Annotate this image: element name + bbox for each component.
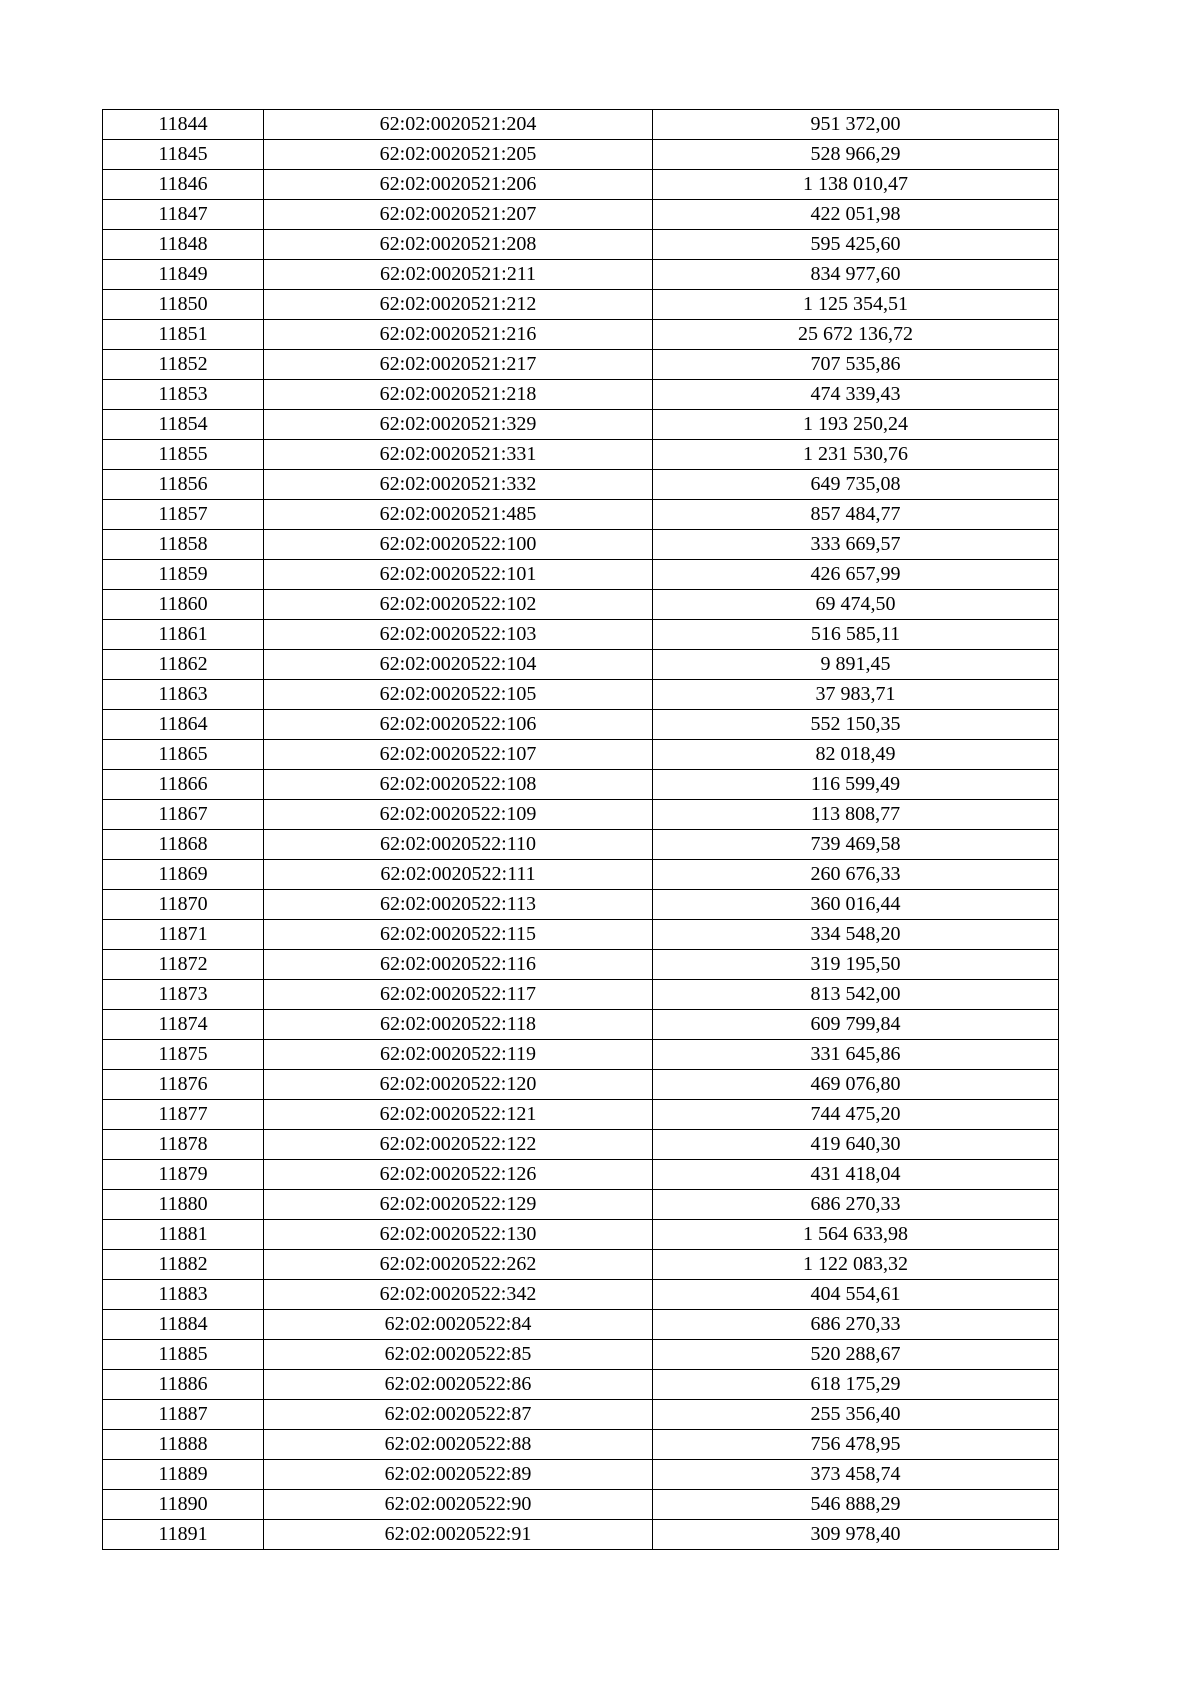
- cadastral-number-cell: 62:02:0020522:111: [264, 860, 653, 890]
- value-cell: 595 425,60: [653, 230, 1059, 260]
- cadastral-number-cell: 62:02:0020522:85: [264, 1340, 653, 1370]
- cadastral-number-cell: 62:02:0020522:117: [264, 980, 653, 1010]
- value-cell: 739 469,58: [653, 830, 1059, 860]
- row-number-cell: 11848: [103, 230, 264, 260]
- table-row: [103, 230, 1059, 260]
- table-row: [103, 860, 1059, 890]
- value-cell: 649 735,08: [653, 470, 1059, 500]
- table-row: [103, 1280, 1059, 1310]
- value-cell: 309 978,40: [653, 1520, 1059, 1550]
- cadastral-number-cell: 62:02:0020522:129: [264, 1190, 653, 1220]
- row-number-cell: 11869: [103, 860, 264, 890]
- cadastral-number-cell: 62:02:0020522:262: [264, 1250, 653, 1280]
- table-row: [103, 800, 1059, 830]
- value-cell: 857 484,77: [653, 500, 1059, 530]
- table-row: [103, 1100, 1059, 1130]
- value-cell: 419 640,30: [653, 1130, 1059, 1160]
- table-row: [103, 110, 1059, 140]
- table-row: [103, 560, 1059, 590]
- cadastral-number-cell: 62:02:0020521:216: [264, 320, 653, 350]
- table-row: [103, 320, 1059, 350]
- cadastral-number-cell: 62:02:0020522:87: [264, 1400, 653, 1430]
- table-row: [103, 1070, 1059, 1100]
- cadastral-number-cell: 62:02:0020522:107: [264, 740, 653, 770]
- cadastral-number-cell: 62:02:0020521:208: [264, 230, 653, 260]
- value-cell: 1 125 354,51: [653, 290, 1059, 320]
- value-cell: 686 270,33: [653, 1190, 1059, 1220]
- row-number-cell: 11853: [103, 380, 264, 410]
- value-cell: 422 051,98: [653, 200, 1059, 230]
- row-number-cell: 11889: [103, 1460, 264, 1490]
- table-row: [103, 140, 1059, 170]
- value-cell: 431 418,04: [653, 1160, 1059, 1190]
- row-number-cell: 11845: [103, 140, 264, 170]
- row-number-cell: 11865: [103, 740, 264, 770]
- cadastral-number-cell: 62:02:0020522:90: [264, 1490, 653, 1520]
- table-row: [103, 500, 1059, 530]
- cadastral-number-cell: 62:02:0020522:106: [264, 710, 653, 740]
- cadastral-number-cell: 62:02:0020522:115: [264, 920, 653, 950]
- value-cell: 469 076,80: [653, 1070, 1059, 1100]
- value-cell: 609 799,84: [653, 1010, 1059, 1040]
- table-row: [103, 920, 1059, 950]
- data-table: [102, 109, 1059, 1550]
- table-row: [103, 1460, 1059, 1490]
- row-number-cell: 11881: [103, 1220, 264, 1250]
- cadastral-number-cell: 62:02:0020521:207: [264, 200, 653, 230]
- value-cell: 260 676,33: [653, 860, 1059, 890]
- row-number-cell: 11844: [103, 110, 264, 140]
- value-cell: 1 231 530,76: [653, 440, 1059, 470]
- cadastral-number-cell: 62:02:0020521:331: [264, 440, 653, 470]
- cadastral-number-cell: 62:02:0020522:119: [264, 1040, 653, 1070]
- row-number-cell: 11874: [103, 1010, 264, 1040]
- cadastral-number-cell: 62:02:0020522:103: [264, 620, 653, 650]
- table-row: [103, 1160, 1059, 1190]
- table-row: [103, 380, 1059, 410]
- row-number-cell: 11867: [103, 800, 264, 830]
- cadastral-number-cell: 62:02:0020521:218: [264, 380, 653, 410]
- row-number-cell: 11861: [103, 620, 264, 650]
- table-row: [103, 680, 1059, 710]
- row-number-cell: 11891: [103, 1520, 264, 1550]
- cadastral-number-cell: 62:02:0020522:109: [264, 800, 653, 830]
- table-row: [103, 1520, 1059, 1550]
- table-row: [103, 890, 1059, 920]
- cadastral-number-cell: 62:02:0020522:88: [264, 1430, 653, 1460]
- row-number-cell: 11878: [103, 1130, 264, 1160]
- value-cell: 756 478,95: [653, 1430, 1059, 1460]
- table-row: [103, 770, 1059, 800]
- value-cell: 1 193 250,24: [653, 410, 1059, 440]
- row-number-cell: 11886: [103, 1370, 264, 1400]
- table-row: [103, 410, 1059, 440]
- table-row: [103, 1190, 1059, 1220]
- table-row: [103, 1040, 1059, 1070]
- cadastral-number-cell: 62:02:0020521:205: [264, 140, 653, 170]
- table-row: [103, 1370, 1059, 1400]
- row-number-cell: 11888: [103, 1430, 264, 1460]
- row-number-cell: 11872: [103, 950, 264, 980]
- table-row: [103, 200, 1059, 230]
- table-row: [103, 1220, 1059, 1250]
- cadastral-number-cell: 62:02:0020522:101: [264, 560, 653, 590]
- table-row: [103, 710, 1059, 740]
- table-row: [103, 740, 1059, 770]
- table-row: [103, 530, 1059, 560]
- table-row: [103, 1010, 1059, 1040]
- cadastral-number-cell: 62:02:0020522:86: [264, 1370, 653, 1400]
- cadastral-number-cell: 62:02:0020521:206: [264, 170, 653, 200]
- row-number-cell: 11864: [103, 710, 264, 740]
- table-row: [103, 1310, 1059, 1340]
- cadastral-number-cell: 62:02:0020522:118: [264, 1010, 653, 1040]
- cadastral-number-cell: 62:02:0020522:110: [264, 830, 653, 860]
- row-number-cell: 11850: [103, 290, 264, 320]
- row-number-cell: 11879: [103, 1160, 264, 1190]
- table-row: [103, 590, 1059, 620]
- value-cell: 373 458,74: [653, 1460, 1059, 1490]
- cadastral-number-cell: 62:02:0020522:342: [264, 1280, 653, 1310]
- value-cell: 82 018,49: [653, 740, 1059, 770]
- table-row: [103, 1340, 1059, 1370]
- table-row: [103, 260, 1059, 290]
- row-number-cell: 11863: [103, 680, 264, 710]
- row-number-cell: 11875: [103, 1040, 264, 1070]
- row-number-cell: 11887: [103, 1400, 264, 1430]
- table-row: [103, 980, 1059, 1010]
- row-number-cell: 11855: [103, 440, 264, 470]
- value-cell: 69 474,50: [653, 590, 1059, 620]
- cadastral-number-cell: 62:02:0020522:116: [264, 950, 653, 980]
- table-row: [103, 170, 1059, 200]
- table-row: [103, 470, 1059, 500]
- table-row: [103, 1130, 1059, 1160]
- row-number-cell: 11882: [103, 1250, 264, 1280]
- row-number-cell: 11849: [103, 260, 264, 290]
- value-cell: 404 554,61: [653, 1280, 1059, 1310]
- row-number-cell: 11858: [103, 530, 264, 560]
- row-number-cell: 11854: [103, 410, 264, 440]
- value-cell: 951 372,00: [653, 110, 1059, 140]
- value-cell: 9 891,45: [653, 650, 1059, 680]
- row-number-cell: 11862: [103, 650, 264, 680]
- cadastral-number-cell: 62:02:0020522:126: [264, 1160, 653, 1190]
- cadastral-number-cell: 62:02:0020522:102: [264, 590, 653, 620]
- value-cell: 360 016,44: [653, 890, 1059, 920]
- value-cell: 552 150,35: [653, 710, 1059, 740]
- cadastral-number-cell: 62:02:0020522:108: [264, 770, 653, 800]
- row-number-cell: 11866: [103, 770, 264, 800]
- row-number-cell: 11890: [103, 1490, 264, 1520]
- row-number-cell: 11877: [103, 1100, 264, 1130]
- value-cell: 474 339,43: [653, 380, 1059, 410]
- row-number-cell: 11860: [103, 590, 264, 620]
- value-cell: 744 475,20: [653, 1100, 1059, 1130]
- cadastral-number-cell: 62:02:0020521:211: [264, 260, 653, 290]
- cadastral-number-cell: 62:02:0020522:120: [264, 1070, 653, 1100]
- row-number-cell: 11880: [103, 1190, 264, 1220]
- row-number-cell: 11846: [103, 170, 264, 200]
- cadastral-number-cell: 62:02:0020521:212: [264, 290, 653, 320]
- row-number-cell: 11851: [103, 320, 264, 350]
- row-number-cell: 11868: [103, 830, 264, 860]
- table-row: [103, 620, 1059, 650]
- value-cell: 618 175,29: [653, 1370, 1059, 1400]
- value-cell: 426 657,99: [653, 560, 1059, 590]
- table-row: [103, 1400, 1059, 1430]
- table-row: [103, 1430, 1059, 1460]
- value-cell: 333 669,57: [653, 530, 1059, 560]
- cadastral-number-cell: 62:02:0020522:84: [264, 1310, 653, 1340]
- value-cell: 516 585,11: [653, 620, 1059, 650]
- table-row: [103, 350, 1059, 380]
- cadastral-number-cell: 62:02:0020521:332: [264, 470, 653, 500]
- value-cell: 1 138 010,47: [653, 170, 1059, 200]
- value-cell: 25 672 136,72: [653, 320, 1059, 350]
- row-number-cell: 11852: [103, 350, 264, 380]
- cadastral-number-cell: 62:02:0020522:89: [264, 1460, 653, 1490]
- cadastral-number-cell: 62:02:0020522:104: [264, 650, 653, 680]
- cadastral-number-cell: 62:02:0020521:217: [264, 350, 653, 380]
- cadastral-number-cell: 62:02:0020521:204: [264, 110, 653, 140]
- cadastral-number-cell: 62:02:0020522:91: [264, 1520, 653, 1550]
- value-cell: 255 356,40: [653, 1400, 1059, 1430]
- row-number-cell: 11856: [103, 470, 264, 500]
- row-number-cell: 11883: [103, 1280, 264, 1310]
- cadastral-number-cell: 62:02:0020522:121: [264, 1100, 653, 1130]
- value-cell: 686 270,33: [653, 1310, 1059, 1340]
- table-row: [103, 1250, 1059, 1280]
- row-number-cell: 11876: [103, 1070, 264, 1100]
- value-cell: 520 288,67: [653, 1340, 1059, 1370]
- cadastral-number-cell: 62:02:0020522:130: [264, 1220, 653, 1250]
- cadastral-number-cell: 62:02:0020522:105: [264, 680, 653, 710]
- value-cell: 37 983,71: [653, 680, 1059, 710]
- cadastral-number-cell: 62:02:0020521:329: [264, 410, 653, 440]
- table-row: [103, 830, 1059, 860]
- row-number-cell: 11885: [103, 1340, 264, 1370]
- table-row: [103, 1490, 1059, 1520]
- row-number-cell: 11873: [103, 980, 264, 1010]
- table-row: [103, 440, 1059, 470]
- value-cell: 546 888,29: [653, 1490, 1059, 1520]
- value-cell: 319 195,50: [653, 950, 1059, 980]
- cadastral-number-cell: 62:02:0020522:113: [264, 890, 653, 920]
- row-number-cell: 11857: [103, 500, 264, 530]
- value-cell: 1 564 633,98: [653, 1220, 1059, 1250]
- table-body: [103, 110, 1059, 1550]
- value-cell: 813 542,00: [653, 980, 1059, 1010]
- row-number-cell: 11870: [103, 890, 264, 920]
- value-cell: 1 122 083,32: [653, 1250, 1059, 1280]
- value-cell: 113 808,77: [653, 800, 1059, 830]
- table-row: [103, 950, 1059, 980]
- table-row: [103, 290, 1059, 320]
- cadastral-number-cell: 62:02:0020522:100: [264, 530, 653, 560]
- value-cell: 528 966,29: [653, 140, 1059, 170]
- value-cell: 331 645,86: [653, 1040, 1059, 1070]
- value-cell: 334 548,20: [653, 920, 1059, 950]
- table-row: [103, 650, 1059, 680]
- row-number-cell: 11871: [103, 920, 264, 950]
- row-number-cell: 11859: [103, 560, 264, 590]
- row-number-cell: 11847: [103, 200, 264, 230]
- value-cell: 116 599,49: [653, 770, 1059, 800]
- value-cell: 707 535,86: [653, 350, 1059, 380]
- cadastral-number-cell: 62:02:0020521:485: [264, 500, 653, 530]
- cadastral-number-cell: 62:02:0020522:122: [264, 1130, 653, 1160]
- row-number-cell: 11884: [103, 1310, 264, 1340]
- value-cell: 834 977,60: [653, 260, 1059, 290]
